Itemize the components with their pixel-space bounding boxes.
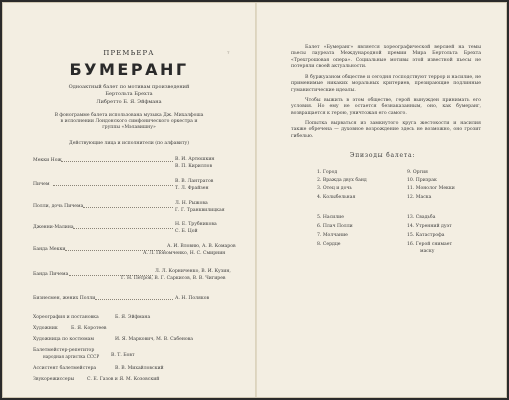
leader-dots	[95, 299, 173, 300]
credit-label: Хореография и постановка	[33, 315, 99, 320]
episode-item: 16. Герой снимает	[407, 242, 453, 247]
episode-item: 11. Монолог Мекки	[407, 186, 455, 191]
music-line-2: в исполнении Лондонского симфонического оркестра и	[60, 119, 198, 124]
role-performer: С. Б. Цой	[175, 229, 198, 234]
role-name: Банда Пичема	[33, 272, 69, 277]
episode-item: 2. Вражда двух банд	[317, 178, 367, 183]
role-performer: В. В. Лантратов	[175, 179, 214, 184]
role-name: Пичем	[33, 182, 50, 187]
leader-dots	[83, 207, 173, 208]
episode-item: 4. Колыбельная	[317, 195, 356, 200]
leader-dots	[73, 228, 173, 229]
role-name: Дженни-Малина	[33, 225, 74, 230]
role-performer: А. И. Вловню, А. В. Комаров	[167, 244, 236, 249]
program-sheet	[2, 2, 507, 398]
cast-header: Действующие лица и исполнители (по алфавиту)	[68, 141, 190, 146]
ballet-title: БУМЕРАНГ	[69, 60, 189, 79]
episode-item: 13. Свадьба	[407, 215, 436, 220]
role-performer: Л. Н. Рыжова	[175, 201, 208, 206]
role-performer: Л. Л. Корниченко, В. И. Кузин,	[155, 269, 231, 274]
role-name: Мекки Нож	[33, 158, 62, 163]
credit-label: Художник	[33, 326, 58, 331]
credit-name: Б. Я. Коротеев	[71, 326, 107, 331]
episode-item: 5. Насилие	[317, 215, 344, 220]
episode-item: 12. Маска	[407, 195, 432, 200]
role-name: Полли, дочь Пичема	[33, 204, 84, 209]
episode-item: 1. Город	[317, 170, 338, 175]
credit-label: Звукорежиссеры	[33, 377, 75, 382]
role-name: Банда Мекки	[33, 247, 66, 252]
episode-item: маску	[420, 249, 435, 254]
credit-name: Б. Я. Эйфмана	[115, 315, 151, 320]
episode-item: 3. Отец и дочь	[317, 186, 352, 191]
premiere-label: ПРЕМЬЕРА	[103, 49, 155, 57]
credit-name: С. Е. Газов и Я. М. Козовский	[87, 377, 160, 382]
role-name: Бизнесмен, жених Полли	[33, 296, 96, 301]
role-performer: Т. Л. Фрайзен	[175, 186, 209, 191]
role-performer: Г. Г. Транквилицкая	[175, 208, 225, 213]
role-performer: А. Л. Пономченко, Н. С. Смирнин	[143, 251, 226, 256]
subtitle-line-2: Бертольта Брехта	[105, 91, 153, 97]
right-page	[227, 3, 507, 397]
music-line-1: В фонограмме балета использована музыка Дж. Михалфоша	[54, 113, 204, 118]
episode-item: 9. Оргия	[407, 170, 428, 175]
episode-item: 14. Утренний дуэт	[407, 224, 452, 229]
episode-item: 10. Призрак	[407, 178, 437, 183]
role-performer: В. П. Кириллов	[175, 164, 213, 169]
role-performer: В. И. Артюшкин	[175, 157, 215, 162]
intro-paragraph: Балет «Бумеранг» является хореографической версией на темы пьесы лауреата Международной премии Мира Бертольта Брехта «Трехгрошовая опера». Социальные мотивы этой известной пьесы не потеряли своей актуальности.	[291, 45, 481, 69]
credit-name: И. Я. Маркович, М. В. Сабенова	[115, 337, 193, 342]
credit-name: В. В. Михайловский	[115, 366, 164, 371]
subtitle-line-1: Одноактный балет по мотивам произведений	[68, 84, 190, 90]
episode-item: 15. Катастрофа	[407, 233, 445, 238]
credit-label: Художница по костюмам	[33, 337, 94, 342]
credit-label: Балетмейстер-репетитор	[33, 348, 95, 353]
episode-item: 6. Плач Полли	[317, 224, 353, 229]
role-performer: Н. Е. Трубникова	[175, 222, 217, 227]
music-line-3: группы «Мэлавишну»	[102, 125, 156, 130]
page-mark: 7	[227, 50, 230, 55]
role-performer: А. Н. Поляков	[175, 296, 210, 301]
episodes-title: Эпизоды балета:	[349, 152, 416, 159]
role-performer: Г. Н. Петров, В. Г. Саркисов, В. В. Чигирев	[121, 276, 226, 281]
credit-label: Ассистент балетмейстера	[33, 366, 97, 371]
leader-dots	[61, 161, 173, 162]
paragraph-2: В буржуазном обществе и сегодня господствуют террор и насилие, не применимые никаких моральных критериев, презирающие подлинные гуманистические идеалы.	[291, 75, 481, 93]
episode-item: 7. Молчание	[317, 233, 348, 238]
subtitle-line-3: Либретто Б. Я. Эйфмана	[96, 99, 162, 105]
episode-item: 8. Сердце	[317, 242, 341, 247]
paragraph-4: Попытка вырваться из замкнутого круга жестокости и насилия также обречена — духовное возрождение здесь не возможно, оно грозит гибелью.	[291, 121, 481, 139]
left-page	[3, 3, 255, 397]
leader-dots	[53, 185, 173, 186]
paragraph-3: Чтобы выжить в этом обществе, герой вынужден принимать его условия. Но ему не остается безнаказанным, оно, как бумеранг, возвращается к герою, уничтожая его самого.	[291, 98, 481, 116]
credit-name: В. Т. Бовт	[111, 353, 135, 358]
credit-note: народная артистка СССР	[43, 354, 100, 359]
